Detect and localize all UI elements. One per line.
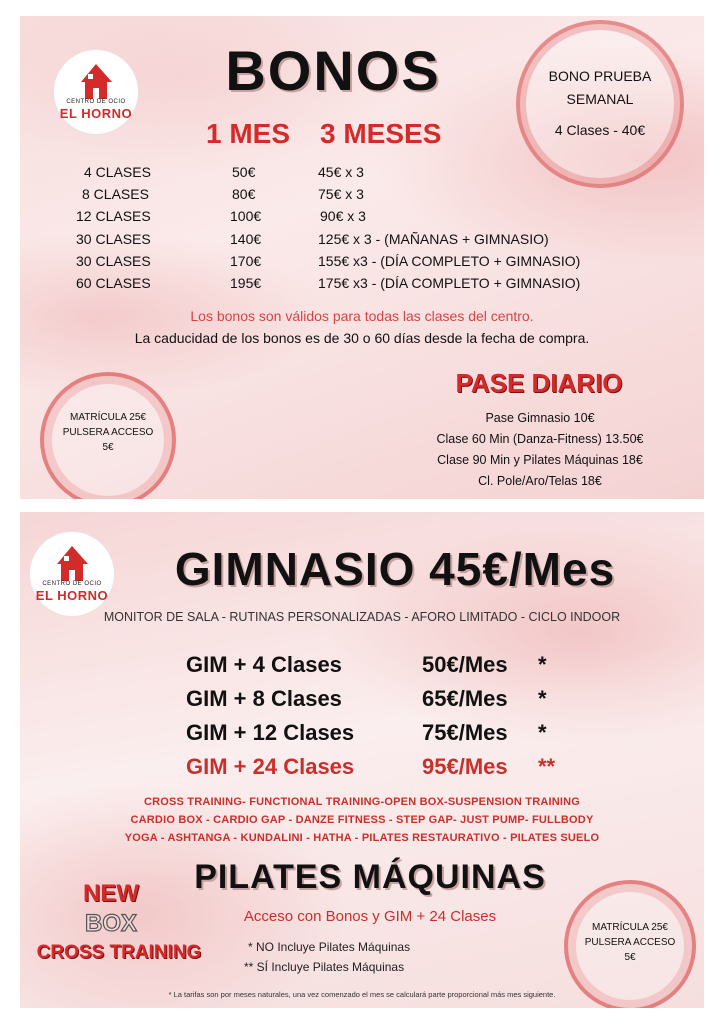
- table-cell-3-meses: 175€ x3 - (DÍA COMPLETO + GIMNASIO): [318, 275, 581, 291]
- table-cell-3-meses: 90€ x 3: [320, 208, 366, 224]
- gim-plan-label: GIM + 12 Clases: [186, 720, 355, 745]
- matricula-line2: PULSERA ACCESO: [584, 937, 676, 948]
- newbox-line2: BOX: [84, 910, 137, 937]
- pase-item: Clase 90 Min y Pilates Máquinas 18€: [437, 453, 643, 467]
- gim-plan-mark: *: [538, 652, 547, 677]
- activities-line: YOGA - ASHTANGA - KUNDALINI - HATHA - PILATES RESTAURATIVO - PILATES SUELO: [124, 832, 600, 844]
- pilates-title: PILATES MÁQUINAS: [194, 858, 546, 896]
- house-icon: [54, 50, 138, 134]
- matricula-line1: MATRÍCULA 25€: [592, 922, 668, 933]
- table-cell-1-mes: 100€: [230, 208, 262, 224]
- pilates-access: Acceso con Bonos y GIM + 24 Clases: [243, 908, 497, 925]
- bonos-panel: [20, 16, 704, 499]
- matricula-line2: PULSERA ACCESO: [62, 427, 154, 438]
- matricula-badge: [564, 880, 696, 1008]
- table-cell-clases: 60 CLASES: [76, 275, 151, 291]
- table-cell-3-meses: 125€ x 3 - (MAÑANAS + GIMNASIO): [318, 231, 549, 247]
- pilates-note-1: * NO Incluye Pilates Máquinas: [248, 940, 411, 954]
- table-cell-1-mes: 50€: [232, 164, 256, 180]
- table-cell-1-mes: 80€: [232, 186, 256, 202]
- pase-item: Cl. Pole/Aro/Telas 18€: [478, 474, 602, 488]
- gim-plan-price: 95€/Mes: [422, 754, 508, 779]
- matricula-line3: 5€: [102, 442, 114, 453]
- logo-subtitle: CENTRO DE OCIO: [66, 99, 126, 105]
- matricula-line1: MATRÍCULA 25€: [70, 412, 146, 423]
- gimnasio-title: GIMNASIO 45€/Mes: [174, 543, 616, 595]
- logo: [54, 50, 138, 134]
- bono-prueba-badge: [516, 20, 684, 188]
- gimnasio-panel: [20, 512, 704, 1008]
- table-cell-clases: 8 CLASES: [82, 186, 149, 202]
- logo-title: EL HORNO: [35, 588, 109, 603]
- table-cell-1-mes: 140€: [230, 231, 262, 247]
- logo-subtitle: CENTRO DE OCIO: [42, 581, 102, 587]
- gim-plan-label: GIM + 4 Clases: [186, 652, 342, 677]
- gim-plan-label: GIM + 24 Clases: [186, 754, 355, 779]
- header-3-meses: 3 MESES: [320, 118, 442, 149]
- logo-title: EL HORNO: [59, 106, 133, 121]
- table-cell-clases: 30 CLASES: [76, 231, 151, 247]
- table-cell-clases: 4 CLASES: [84, 164, 151, 180]
- matricula-badge: [40, 372, 176, 499]
- table-cell-1-mes: 195€: [230, 275, 262, 291]
- table-cell-1-mes: 170€: [230, 253, 262, 269]
- pase-item: Pase Gimnasio 10€: [485, 411, 595, 425]
- table-cell-3-meses: 155€ x3 - (DÍA COMPLETO + GIMNASIO): [318, 253, 581, 269]
- bono-prueba-line1: BONO PRUEBA: [548, 68, 652, 84]
- footnote: * La tarifas son por meses naturales, una vez comenzado el mes se calculará parte proporcional más mes siguiente.: [168, 990, 556, 999]
- gim-plan-price: 75€/Mes: [422, 720, 508, 745]
- bonos-validity-note: Los bonos son válidos para todas las clases del centro.: [190, 308, 534, 324]
- activities-line: CROSS TRAINING- FUNCTIONAL TRAINING-OPEN BOX-SUSPENSION TRAINING: [143, 796, 581, 808]
- table-cell-3-meses: 45€ x 3: [318, 164, 364, 180]
- pase-item: Clase 60 Min (Danza-Fitness) 13.50€: [436, 432, 644, 446]
- bonos-expiry-note: La caducidad de los bonos es de 30 o 60 días desde la fecha de compra.: [134, 330, 590, 346]
- bono-prueba-line2: SEMANAL: [566, 91, 634, 107]
- matricula-line3: 5€: [624, 952, 636, 963]
- pase-diario-list: [400, 408, 680, 492]
- table-cell-clases: 30 CLASES: [76, 253, 151, 269]
- table-cell-clases: 12 CLASES: [76, 208, 151, 224]
- logo: [30, 532, 114, 616]
- pilates-note-2: ** SÍ Incluye Pilates Máquinas: [244, 960, 405, 974]
- header-1-mes: 1 MES: [206, 118, 291, 149]
- page-title: BONOS: [225, 39, 441, 102]
- activities-line: CARDIO BOX - CARDIO GAP - DANZE FITNESS - STEP GAP- JUST PUMP- FULLBODY: [130, 814, 594, 826]
- house-icon: [30, 532, 114, 616]
- table-cell-3-meses: 75€ x 3: [318, 186, 364, 202]
- gim-plan-mark: **: [538, 754, 556, 779]
- pase-diario-title: PASE DIARIO: [455, 368, 623, 398]
- gim-plan-price: 65€/Mes: [422, 686, 508, 711]
- gimnasio-subtitle: MONITOR DE SALA - RUTINAS PERSONALIZADAS - AFORO LIMITADO - CICLO INDOOR: [103, 610, 621, 624]
- gim-plan-price: 50€/Mes: [422, 652, 508, 677]
- newbox-line3: CROSS TRAINING: [36, 942, 202, 963]
- newbox-line1: NEW: [83, 880, 139, 907]
- gim-plan-mark: *: [538, 686, 547, 711]
- bono-prueba-price: 4 Clases - 40€: [554, 122, 646, 138]
- gim-plan-mark: *: [538, 720, 547, 745]
- gim-plan-label: GIM + 8 Clases: [186, 686, 342, 711]
